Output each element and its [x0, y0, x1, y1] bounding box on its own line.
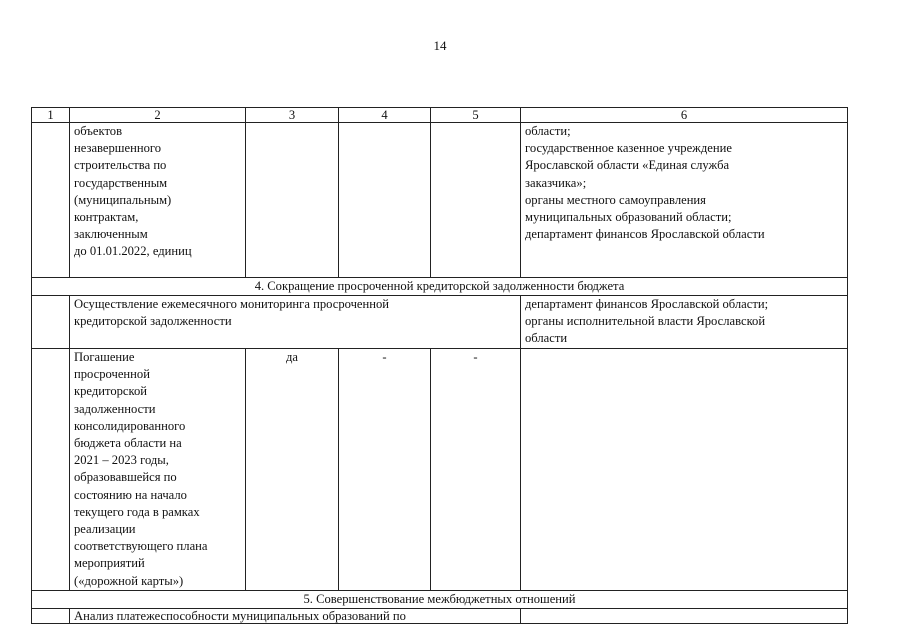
- value-cell: -: [431, 349, 521, 591]
- value-cell: да: [246, 349, 339, 591]
- table-row: [32, 608, 848, 623]
- page-number: 14: [433, 38, 447, 53]
- value-cell: -: [339, 349, 431, 591]
- table-cell: [521, 296, 848, 349]
- table-cell: [70, 349, 246, 591]
- table-cell: [339, 123, 431, 278]
- table-cell: [32, 123, 70, 278]
- section-title: 4. Сокращение просроченной кредиторской задолженности бюджета: [32, 278, 848, 296]
- responsible-text: департамент финансов Ярославской области; органы исполнительной власти Ярославской области: [525, 297, 769, 346]
- table-header-row: [32, 108, 848, 123]
- table-cell: [521, 608, 848, 623]
- header-cell: 1: [32, 108, 70, 123]
- table-cell: [32, 349, 70, 591]
- table-cell: [521, 349, 848, 591]
- section-row: [32, 278, 848, 296]
- table-cell: [70, 608, 521, 623]
- plan-table: [31, 107, 848, 624]
- table-row: [32, 349, 848, 591]
- responsible-text: области; государственное казенное учреждение Ярославской области «Единая служба заказчика»; органы местного самоуправления муниципальных образований области; департамент финансов Ярославской области: [525, 124, 765, 242]
- indicator-text: объектов незавершенного строительства по государственным (муниципальным) контрактам, заключенным до 01.01.2022, единиц: [74, 124, 192, 259]
- table-cell: [32, 608, 70, 623]
- table-row: [32, 296, 848, 349]
- header-cell: 2: [70, 108, 246, 123]
- section-title: 5. Совершенствование межбюджетных отношений: [32, 590, 848, 608]
- table-cell: [70, 296, 521, 349]
- header-cell: 3: [246, 108, 339, 123]
- header-cell: 4: [339, 108, 431, 123]
- table-cell: [246, 123, 339, 278]
- activity-text: Анализ платежеспособности муниципальных образований по: [74, 608, 406, 623]
- table-cell: [70, 123, 246, 278]
- header-cell: 6: [521, 108, 848, 123]
- table-row: [32, 123, 848, 278]
- header-cell: 5: [431, 108, 521, 123]
- activity-text: Осуществление ежемесячного мониторинга просроченной кредиторской задолженности: [74, 297, 390, 329]
- table-cell: [431, 123, 521, 278]
- table-cell: [521, 123, 848, 278]
- section-row: [32, 590, 848, 608]
- table-cell: [32, 296, 70, 349]
- indicator-text: Погашение просроченной кредиторской задолженности консолидированного бюджета области на 2021 – 2023 годы, образовавшейся по состоянию на начало текущего года в рамках реализации соответствующего плана мероприятий («дорожной карты»): [74, 350, 208, 588]
